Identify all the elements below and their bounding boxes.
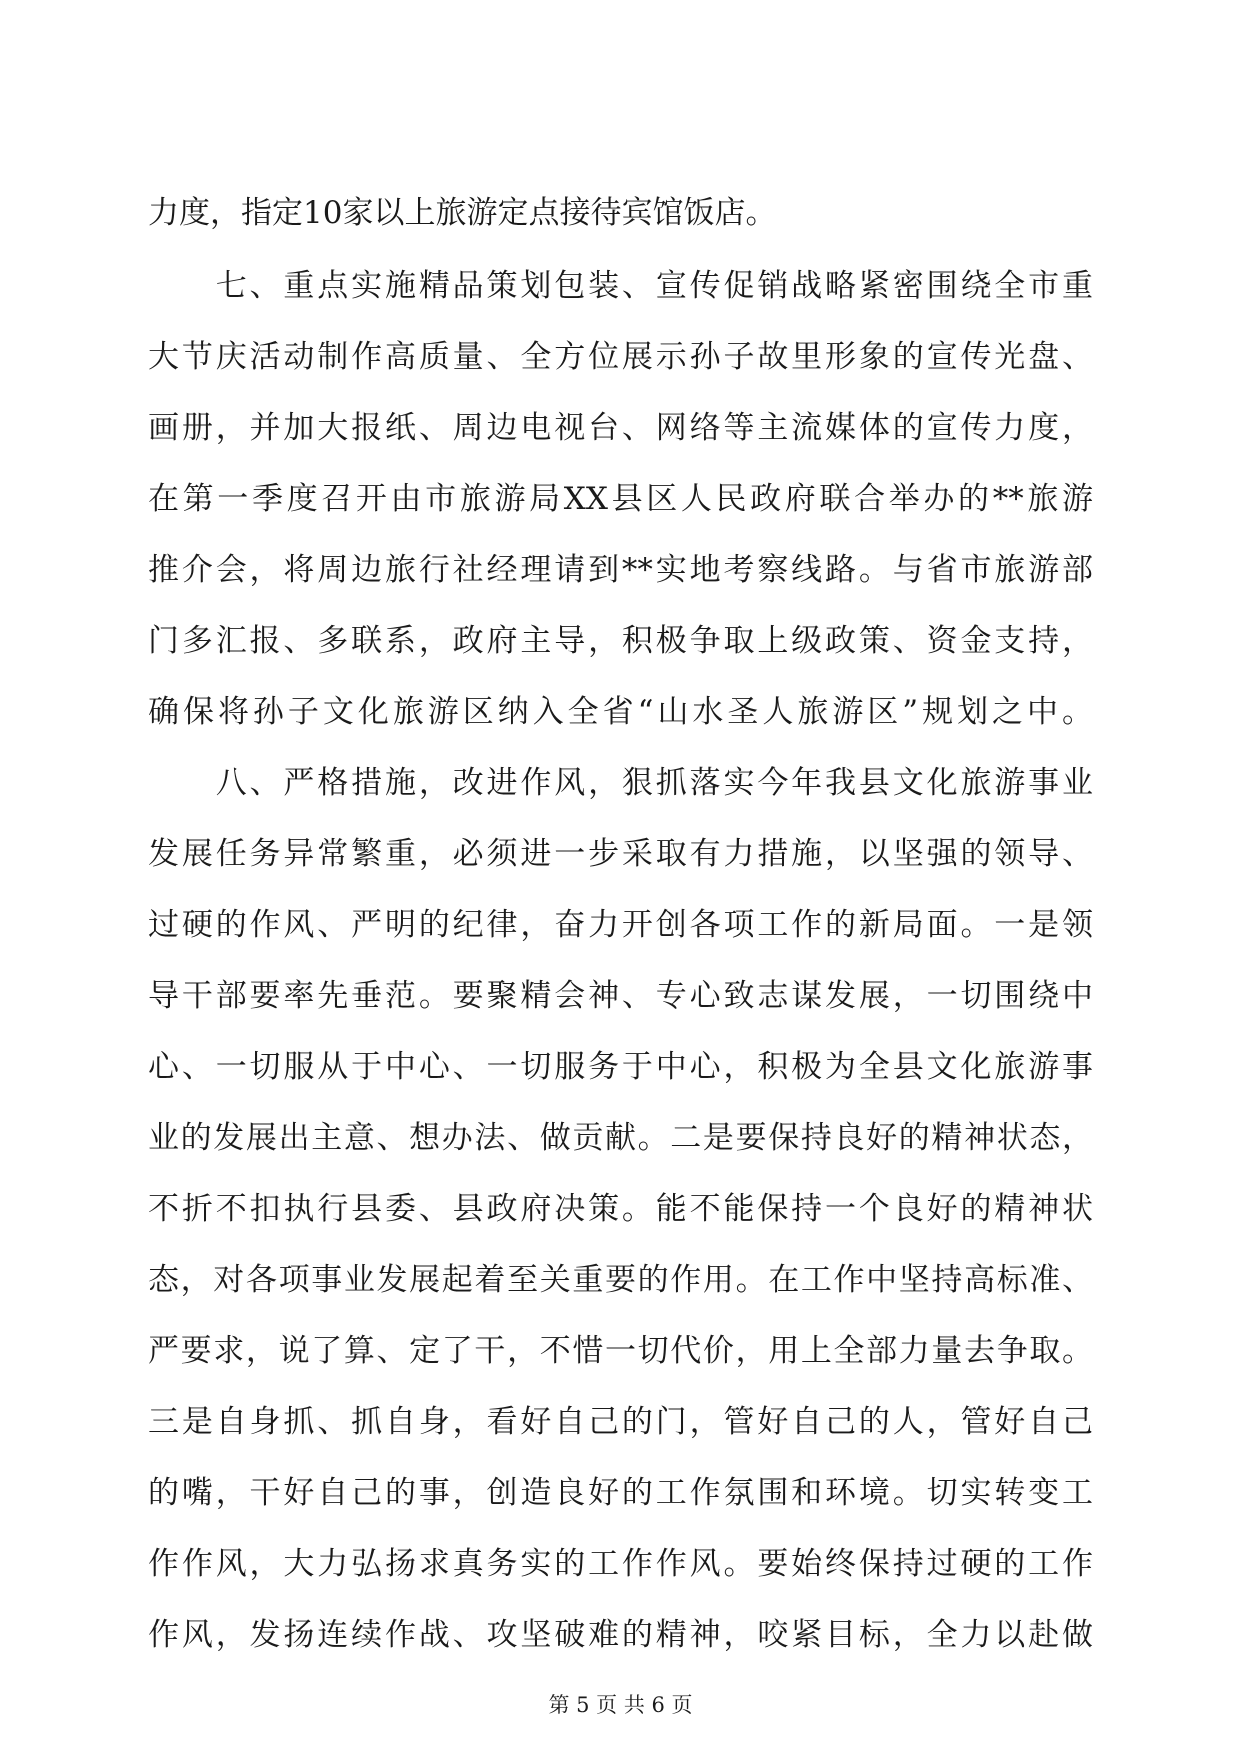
- text-line: 确保将孙子文化旅游区纳入全省“山水圣人旅游区”规划之中。: [148, 694, 1093, 730]
- text-line: 力度，指定10家以上旅游定点接待宾馆饭店。: [148, 195, 777, 231]
- text-line: 作风，发扬连续作战、攻坚破难的精神，咬紧目标，全力以赴做: [148, 1617, 1093, 1653]
- text-line: 导干部要率先垂范。要聚精会神、专心致志谋发展，一切围绕中: [148, 978, 1093, 1014]
- text-line: 作作风，大力弘扬求真务实的工作作风。要始终保持过硬的工作: [148, 1546, 1093, 1582]
- text-line: 七、重点实施精品策划包装、宣传促销战略紧密围绕全市重: [148, 268, 1093, 304]
- text-line: 推介会，将周边旅行社经理请到**实地考察线路。与省市旅游部: [148, 552, 1093, 588]
- text-line: 不折不扣执行县委、县政府决策。能不能保持一个良好的精神状: [148, 1191, 1093, 1227]
- text-line: 严要求，说了算、定了干，不惜一切代价，用上全部力量去争取。: [148, 1333, 1093, 1369]
- text-line: 态，对各项事业发展起着至关重要的作用。在工作中坚持高标准、: [148, 1262, 1093, 1298]
- text-line: 大节庆活动制作高质量、全方位展示孙子故里形象的宣传光盘、: [148, 339, 1093, 375]
- text-line: 业的发展出主意、想办法、做贡献。二是要保持良好的精神状态，: [148, 1120, 1093, 1156]
- text-line: 的嘴，干好自己的事，创造良好的工作氛围和环境。切实转变工: [148, 1475, 1093, 1511]
- text-line: 在第一季度召开由市旅游局XX县区人民政府联合举办的**旅游: [148, 481, 1093, 517]
- text-line: 三是自身抓、抓自身，看好自己的门，管好自己的人，管好自己: [148, 1404, 1093, 1440]
- text-line: 八、严格措施，改进作风，狠抓落实今年我县文化旅游事业: [148, 765, 1093, 801]
- page-number-footer: 第 5 页 共 6 页: [548, 1693, 693, 1717]
- text-line: 画册，并加大报纸、周边电视台、网络等主流媒体的宣传力度，: [148, 410, 1093, 446]
- text-line: 发展任务异常繁重，必须进一步采取有力措施，以坚强的领导、: [148, 836, 1093, 872]
- text-line: 门多汇报、多联系，政府主导，积极争取上级政策、资金支持，: [148, 623, 1093, 659]
- text-line: 心、一切服从于中心、一切服务于中心，积极为全县文化旅游事: [148, 1049, 1093, 1085]
- text-line: 过硬的作风、严明的纪律，奋力开创各项工作的新局面。一是领: [148, 907, 1093, 943]
